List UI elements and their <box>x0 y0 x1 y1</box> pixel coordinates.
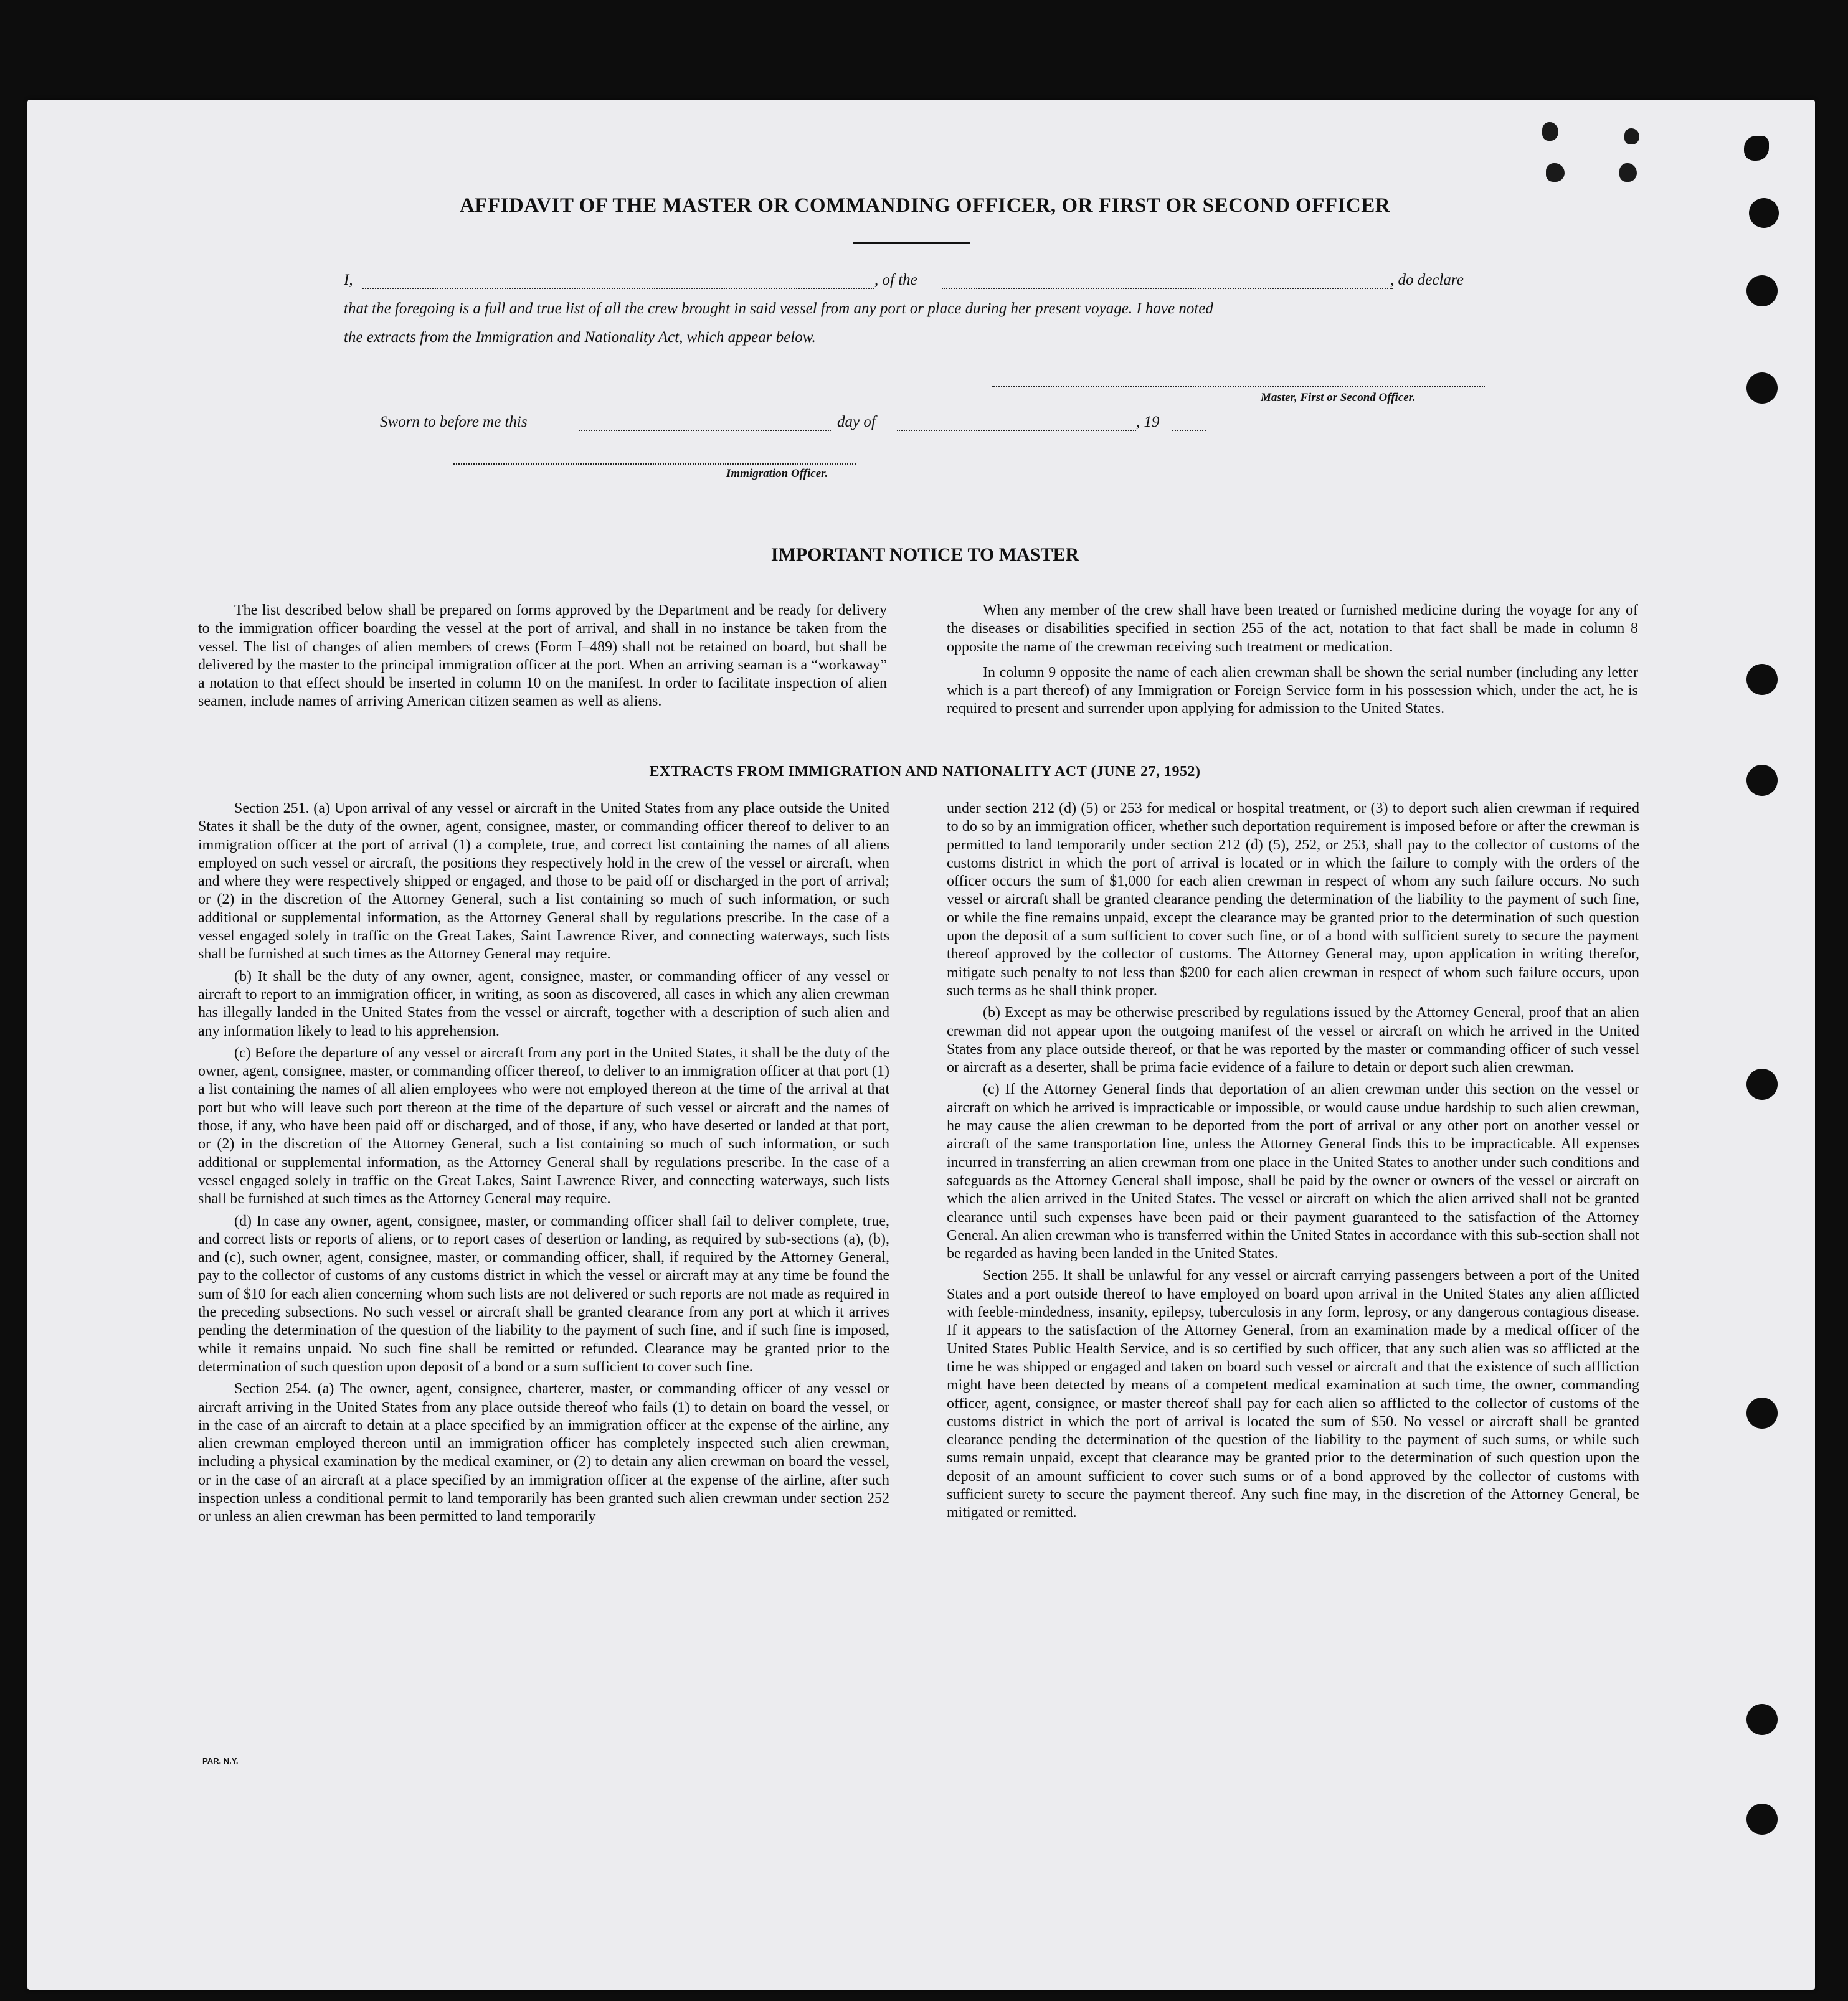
punch-hole <box>1746 664 1778 695</box>
staple-mark <box>1546 163 1565 182</box>
notice-paragraph: The list described below shall be prepared on forms approved by the Department and be ready for delivery to the immigration officer boarding the vessel at the port of arrival, and shall in no instance be taken from the vessel. The list of changes of alien members of crews (Form I–489) shall not be retained on board, but shall be delivered by the master to the principal immigration officer at the port. When an arriving seaman is a “workaway” a notation to that effect should be inserted in column 10 on the manifest. In order to facilitate inspection of alien seamen, include names of arriving American citizen seamen as well as aliens. <box>198 602 887 710</box>
punch-hole <box>1746 1704 1778 1735</box>
vessel-field[interactable] <box>942 288 1393 289</box>
sworn-day-field[interactable] <box>579 430 831 431</box>
extract-paragraph: under section 212 (d) (5) or 253 for medical or hospital treatment, or (3) to deport such alien crewman if required to do so by an immigration officer, whether such deportation requirement is imposed before or after the crewman is permitted to land temporarily under section 212 (d) (5), 252, or 253, shall pay to the collector of customs of the customs district in which the port of arrival is located or in which the failure to comply with the orders of the officer occurs the sum of $1,000 for each alien crewman in respect of whom any such failure occurs. No such vessel or aircraft shall be granted clearance pending the determination of the liability to the payment of such fine, or while the fine remains unpaid, except the clearance may be granted prior to the determination of such question upon the deposit of a sum sufficient to cover such fine, or of a bond with sufficient surety to secure the payment thereof approved by the collector of customs. The Attorney General may, upon application in writing therefor, mitigate such penalty to not less than $200 for each alien crewman in respect of whom such failure occurs, upon such terms as he shall think proper. <box>947 800 1639 999</box>
punch-hole <box>1746 275 1778 306</box>
extract-paragraph: Section 255. It shall be unlawful for any vessel or aircraft carrying passengers between a port of the United States and a port outside thereof to have employed on board upon arrival in the United States any alien afflicted with feeble-mindedness, insanity, epilepsy, tuberculosis in any form, leprosy, or any dangerous contagious disease. If it appears to the satisfaction of the Attorney General, from an examination made by a medical officer of the United States Public Health Service, and is so certified by such officer, that any such alien was so afflicted at the time he was shipped or engaged and taken on board such vessel or aircraft and that the existence of such affliction might have been detected by means of a competent medical examination at such time, the owner, commanding officer, agent, consignee, or master thereof shall pay for each alien so afflicted to the collector of customs of the customs district in which the port of arrival is located the sum of $50. No vessel or aircraft shall be granted clearance pending the determination of the question of the liability to the payment of such sums, or while such sums remain unpaid, except that clearance may be granted prior to the determination of such question upon the deposit of an amount sufficient to cover such sums or of a bond approved by the collector of customs with sufficient surety to secure the payment thereof. Any such fine may, in the discretion of the Attorney General, be mitigated or remitted. <box>947 1267 1639 1521</box>
year-label: , 19 <box>1136 414 1160 430</box>
name-field[interactable] <box>362 288 874 289</box>
punch-hole <box>1746 1804 1778 1835</box>
of-the-label: , of the <box>874 272 917 288</box>
notice-paragraph: When any member of the crew shall have been treated or furnished medicine during the voyage for any of the diseases or disabilities specified in section 255 of the act, notation to that fact shall be made in column 8 opposite the name of the crewman receiving such treatment or medication. <box>947 602 1638 655</box>
sworn-label: Sworn to before me this <box>380 414 528 430</box>
affidavit-line-2: that the foregoing is a full and true list of all the crew brought in said vessel from any port or place during her present voyage. I have noted <box>344 300 1213 317</box>
affidavit-line-3: the extracts from the Immigration and Nationality Act, which appear below. <box>344 329 816 346</box>
staple-mark <box>1624 128 1639 144</box>
month-field[interactable] <box>897 430 1136 431</box>
staple-mark <box>1542 122 1558 141</box>
master-caption: Master, First or Second Officer. <box>1261 391 1416 404</box>
notice-title: IMPORTANT NOTICE TO MASTER <box>770 544 1079 565</box>
extract-paragraph: (c) Before the departure of any vessel or aircraft from any port in the United States, it shall be the duty of the owner, agent, consignee, master, or commanding officer thereof, to deliver to an immigration officer at that port (1) a list containing the names of all alien employees who were not employed thereon at the time of the arrival at that port but who will leave such port thereon at the time of the departure of such vessel or aircraft and the names of those, if any, who have been paid off or discharged, and of those, if any, who have deserted or landed at that port, or (2) in the discretion of the Attorney General, such a list containing so much of such information, or such additional or supplemental information, as the Attorney General shall by regulations prescribe. In the case of a vessel engaged solely in traffic on the Great Lakes, Saint Lawrence River, and connecting waterways, such lists shall be furnished at such times as the Attorney General may require. <box>198 1044 889 1208</box>
title-underline <box>853 242 970 244</box>
year-field[interactable] <box>1172 430 1206 431</box>
extract-paragraph: Section 254. (a) The owner, agent, consignee, charterer, master, or commanding officer of any vessel or aircraft arriving in the United States from any place outside thereof who fails (1) to detain on board the vessel, or in the case of an aircraft to detain at a place specified by an immigration officer at the expense of the airline, any alien crewman employed thereon until an immigration officer has completely inspected such alien crewman, including a physical examination by the medical examiner, or (2) to detain any alien crewman on board the vessel, or in the case of an aircraft at a place specified by an immigration officer at the expense of the airline, after such inspection unless a conditional permit to land temporarily has been granted such alien crewman under section 252 or unless an alien crewman has been permitted to land temporarily <box>198 1381 889 1525</box>
day-of-label: day of <box>837 414 876 430</box>
immigration-signature-line[interactable] <box>453 463 856 465</box>
notice-left-column <box>198 602 887 715</box>
extract-paragraph: (b) Except as may be otherwise prescribed by regulations issued by the Attorney General, proof that an alien crewman did not appear upon the outgoing manifest of the vessel or aircraft on which he arrived in the United States from any place outside thereof, or that he was reported by the master or commanding officer of such vessel or aircraft as a deserter, shall be prima facie evidence of a failure to detain or deport such alien crewman. <box>947 1005 1639 1076</box>
punch-hole <box>1746 1069 1778 1100</box>
master-signature-line[interactable] <box>992 386 1485 387</box>
immigration-caption: Immigration Officer. <box>726 467 828 480</box>
extracts-left-column <box>198 800 889 1530</box>
punch-hole <box>1746 1398 1778 1429</box>
notice-right-column <box>947 602 1638 722</box>
extract-paragraph: (c) If the Attorney General finds that deportation of an alien crewman under this section on the vessel or aircraft on which he arrived is impracticable or impossible, or would cause undue hardship to such alien crewman, he may cause the alien crewman to be deported from the port of arrival or any other port on another vessel or aircraft of the same transportation line, unless the Attorney General finds this to be impracticable. All expenses incurred in transferring an alien crewman from one place in the United States to another under such conditions and safeguards as the Attorney General shall impose, shall be paid by the owner or owners of the vessel or aircraft on which the alien arrived in the United States. The vessel or aircraft on which the alien arrived shall not be granted clearance until such expenses have been paid or their payment guaranteed to the satisfaction of the Attorney General. An alien crewman who is transferred within the United States in accordance with this sub-section shall not be regarded as having been landed in the United States. <box>947 1081 1639 1262</box>
punch-hole <box>1744 136 1769 161</box>
staple-mark <box>1619 163 1637 182</box>
do-declare-label: , do declare <box>1390 272 1464 288</box>
extracts-right-column <box>947 800 1639 1526</box>
affidavit-title: AFFIDAVIT OF THE MASTER OR COMMANDING OFFICER, OR FIRST OR SECOND OFFICER <box>459 194 1391 217</box>
notice-paragraph: In column 9 opposite the name of each alien crewman shall be shown the serial number (including any letter which is a part thereof) of any Immigration or Foreign Service form in his possession which, under the act, he is required to present and surrender upon applying for admission to the United States. <box>947 664 1638 717</box>
punch-hole <box>1746 765 1778 796</box>
extracts-title: EXTRACTS FROM IMMIGRATION AND NATIONALITY ACT (JUNE 27, 1952) <box>649 764 1201 780</box>
extract-paragraph: (d) In case any owner, agent, consignee, master, or commanding officer shall fail to deliver complete, true, and correct lists or reports of aliens, or to report cases of desertion or landing, as required by sub-sections (a), (b), and (c), such owner, agent, consignee, master, or commanding officer, shall, if required by the Attorney General, pay to the collector of customs of any customs district in which the vessel or aircraft may at any time be found the sum of $10 for each alien concerning whom such lists are not delivered or such reports are not made as required in the preceding subsections. No such vessel or aircraft shall be granted clearance from any port at which it arrives pending the determination of the question of the liability to the payment of such fine, and if such fine is imposed, while it remains unpaid. No such fine shall be remitted or refunded. Clearance may be granted prior to the determination of such question upon deposit of a bond or a sum sufficient to cover such fine. <box>198 1213 889 1375</box>
extract-paragraph: Section 251. (a) Upon arrival of any vessel or aircraft in the United States from any place outside the United States it shall be the duty of the owner, agent, consignee, master, or commanding officer thereof to deliver to an immigration officer at the port of arrival (1) a complete, true, and correct list containing the names of all aliens employed on such vessel or aircraft, the positions they respectively hold in the crew of the vessel or aircraft, when and where they were respectively shipped or engaged, and those to be paid off or discharged in the port of arrival; or (2) in the discretion of the Attorney General, such a list containing so much of such information, or such additional or supplemental information, as the Attorney General shall by regulations prescribe. In the case of a vessel engaged solely in traffic on the Great Lakes, Saint Lawrence River, and connecting waterways, such lists shall be furnished at such times as the Attorney General may require. <box>198 800 889 963</box>
punch-hole <box>1749 198 1779 228</box>
printer-mark: PAR. N.Y. <box>202 1756 239 1766</box>
extract-paragraph: (b) It shall be the duty of any owner, agent, consignee, master, or commanding officer of any vessel or aircraft to report to an immigration officer, in writing, as soon as discovered, all cases in which any alien crewman has illegally landed in the United States from the vessel or aircraft, together with a description of such alien and any information likely to lead to his apprehension. <box>198 968 889 1039</box>
i-label: I, <box>344 272 353 288</box>
punch-hole <box>1746 372 1778 404</box>
